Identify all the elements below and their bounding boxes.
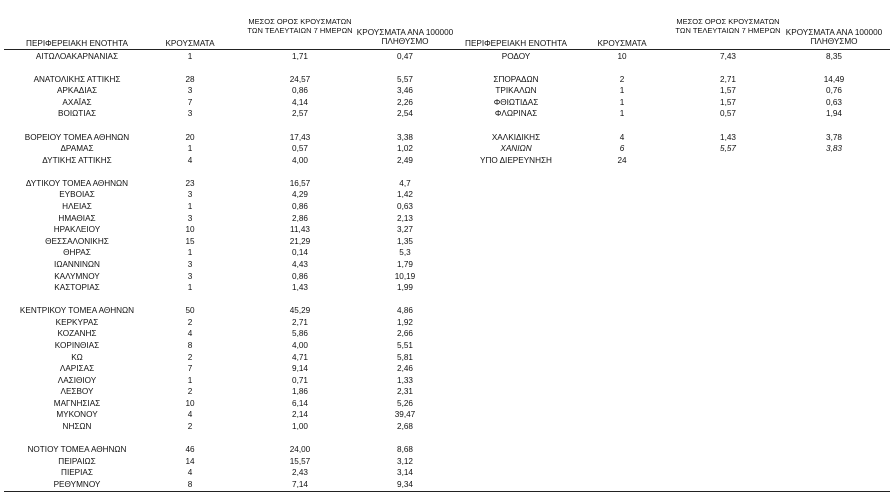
region-cell: ΔΥΤΙΚΟΥ ΤΟΜΕΑ ΑΘΗΝΩΝ — [25, 178, 129, 188]
cases-cell: 8 — [187, 479, 193, 489]
per100k-cell: 1,35 — [397, 236, 413, 246]
header-per100k-right: ΚΡΟΥΣΜΑΤΑ ΑΝΑ 100000 ΠΛΗΘΥΣΜΟ — [785, 28, 883, 46]
per100k-cell: 8,35 — [826, 51, 842, 61]
cases-cell: 3 — [187, 86, 193, 96]
region-cell: ΦΛΩΡΙΝΑΣ — [494, 109, 538, 119]
avg7-cell: 4,29 — [292, 190, 308, 200]
per100k-cell: 2,31 — [397, 387, 413, 397]
per100k-cell: 5,3 — [399, 248, 411, 258]
cases-cell: 1 — [187, 248, 193, 258]
avg7-cell: 2,71 — [292, 317, 308, 327]
avg7-cell: 2,14 — [292, 410, 308, 420]
per100k-cell: 1,02 — [397, 144, 413, 154]
per100k-cell: 3,78 — [826, 132, 842, 142]
cases-cell: 1 — [187, 283, 193, 293]
avg7-cell: 4,43 — [292, 259, 308, 269]
avg7-cell: 5,57 — [720, 144, 736, 154]
per100k-cell: 3,46 — [397, 86, 413, 96]
region-cell: ΝΗΣΩΝ — [62, 422, 92, 432]
avg7-cell: 1,71 — [292, 51, 308, 61]
per100k-cell: 1,94 — [826, 109, 842, 119]
region-cell: ΕΥΒΟΙΑΣ — [59, 190, 95, 200]
header-per100k-left: ΚΡΟΥΣΜΑΤΑ ΑΝΑ 100000 ΠΛΗΘΥΣΜΟ — [356, 28, 454, 46]
per100k-cell: 3,14 — [397, 468, 413, 478]
avg7-cell: 4,71 — [292, 352, 308, 362]
cases-cell: 1 — [187, 51, 193, 61]
avg7-cell: 17,43 — [289, 132, 311, 142]
region-cell: ΚΕΝΤΡΙΚΟΥ ΤΟΜΕΑ ΑΘΗΝΩΝ — [19, 306, 135, 316]
per100k-cell: 0,47 — [397, 51, 413, 61]
per100k-cell: 2,68 — [397, 422, 413, 432]
avg7-cell: 7,43 — [720, 51, 736, 61]
cases-cell: 1 — [187, 144, 193, 154]
cases-cell: 3 — [187, 259, 193, 269]
cases-cell: 15 — [185, 236, 195, 246]
per100k-cell: 3,83 — [826, 144, 842, 154]
per100k-cell: 5,81 — [397, 352, 413, 362]
region-cell: ΑΡΚΑΔΙΑΣ — [56, 86, 98, 96]
region-cell: ΧΑΝΙΩΝ — [500, 144, 532, 154]
per100k-cell: 1,33 — [397, 375, 413, 385]
cases-cell: 14 — [185, 456, 195, 466]
region-cell: ΚΕΡΚΥΡΑΣ — [55, 317, 99, 327]
region-cell: ΛΑΣΙΘΙΟΥ — [57, 375, 97, 385]
region-cell: ΑΧΑΪΑΣ — [62, 97, 92, 107]
cases-cell: 1 — [619, 109, 625, 119]
per100k-cell: 4,7 — [399, 178, 411, 188]
avg7-cell: 0,57 — [720, 109, 736, 119]
per100k-cell: 3,27 — [397, 225, 413, 235]
avg7-cell: 4,00 — [292, 341, 308, 350]
per100k-cell: 39,47 — [394, 410, 416, 420]
cases-cell: 10 — [185, 398, 195, 408]
region-cell: ΘΕΣΣΑΛΟΝΙΚΗΣ — [45, 236, 109, 246]
region-cell: ΦΘΙΩΤΙΔΑΣ — [493, 97, 539, 107]
cases-cell: 46 — [185, 445, 195, 455]
region-cell: ΣΠΟΡΑΔΩΝ — [493, 74, 539, 84]
region-cell: ΜΑΓΝΗΣΙΑΣ — [53, 398, 101, 408]
per100k-cell: 10,19 — [394, 271, 416, 281]
cases-cell: 1 — [187, 202, 193, 212]
per100k-cell: 2,13 — [397, 213, 413, 223]
avg7-cell: 2,43 — [292, 468, 308, 478]
cases-cell: 4 — [619, 132, 625, 142]
cases-cell: 4 — [187, 155, 193, 165]
avg7-cell: 0,86 — [292, 271, 308, 281]
cases-cell: 8 — [187, 341, 193, 350]
region-cell: ΛΑΡΙΣΑΣ — [59, 364, 95, 374]
per100k-cell: 0,63 — [397, 202, 413, 212]
cases-cell: 3 — [187, 213, 193, 223]
region-cell: ΡΕΘΥΜΝΟΥ — [53, 479, 101, 489]
region-cell: ΝΟΤΙΟΥ ΤΟΜΕΑ ΑΘΗΝΩΝ — [27, 445, 127, 455]
cases-cell: 4 — [187, 410, 193, 420]
avg7-cell: 0,14 — [292, 248, 308, 258]
region-cell: ΜΥΚΟΝΟΥ — [56, 410, 98, 420]
region-cell: ΗΜΑΘΙΑΣ — [58, 213, 96, 223]
cases-cell: 3 — [187, 109, 193, 119]
cases-cell: 2 — [187, 352, 193, 362]
region-cell: ΚΩ — [71, 352, 83, 362]
per100k-cell: 5,26 — [397, 398, 413, 408]
per100k-cell: 5,57 — [397, 74, 413, 84]
per100k-cell: 5,51 — [397, 341, 413, 350]
region-cell: ΘΗΡΑΣ — [63, 248, 91, 258]
region-cell: ΚΑΣΤΟΡΙΑΣ — [54, 283, 100, 293]
avg7-cell: 1,00 — [292, 422, 308, 432]
per100k-cell: 8,68 — [397, 445, 413, 455]
cases-cell: 1 — [187, 375, 193, 385]
per100k-cell: 3,12 — [397, 456, 413, 466]
avg7-cell: 0,71 — [292, 375, 308, 385]
avg7-cell: 16,57 — [289, 178, 311, 188]
bottom-rule — [4, 491, 890, 492]
avg7-cell: 2,57 — [292, 109, 308, 119]
cases-cell: 2 — [187, 387, 193, 397]
region-cell: ΗΡΑΚΛΕΙΟΥ — [53, 225, 101, 235]
avg7-cell: 1,57 — [720, 97, 736, 107]
region-cell: ΑΙΤΩΛΟΑΚΑΡΝΑΝΙΑΣ — [35, 51, 119, 61]
region-cell: ΚΑΛΥΜΝΟΥ — [54, 271, 100, 281]
cases-cell: 24 — [617, 155, 627, 165]
per100k-cell: 2,66 — [397, 329, 413, 339]
cases-cell: 2 — [187, 317, 193, 327]
region-cell: ΚΟΡΙΝΘΙΑΣ — [54, 341, 100, 350]
region-cell: ΛΕΣΒΟΥ — [60, 387, 94, 397]
region-cell: ΒΟΙΩΤΙΑΣ — [57, 109, 97, 119]
region-cell: ΥΠΟ ΔΙΕΡΕΥΝΗΣΗ — [480, 155, 552, 165]
region-cell: ΠΙΕΡΙΑΣ — [61, 468, 93, 478]
cases-cell: 7 — [187, 97, 193, 107]
per100k-cell: 0,63 — [826, 97, 842, 107]
per100k-cell: 1,79 — [397, 259, 413, 269]
avg7-cell: 24,57 — [289, 74, 311, 84]
header-cases-left: ΚΡΟΥΣΜΑΤΑ — [165, 39, 215, 48]
region-cell: ΤΡΙΚΑΛΩΝ — [495, 86, 537, 96]
avg7-cell: 1,43 — [720, 132, 736, 142]
header-cases-right: ΚΡΟΥΣΜΑΤΑ — [597, 39, 647, 48]
region-cell: ΚΟΖΑΝΗΣ — [57, 329, 97, 339]
cases-cell: 3 — [187, 271, 193, 281]
cases-cell: 7 — [187, 364, 193, 374]
avg7-cell: 1,57 — [720, 86, 736, 96]
cases-cell: 3 — [187, 190, 193, 200]
per100k-cell: 1,42 — [397, 190, 413, 200]
per100k-cell: 9,34 — [397, 479, 413, 489]
cases-cell: 6 — [619, 144, 625, 154]
avg7-cell: 1,43 — [292, 283, 308, 293]
avg7-cell: 15,57 — [289, 456, 311, 466]
region-cell: ΒΟΡΕΙΟΥ ΤΟΜΕΑ ΑΘΗΝΩΝ — [24, 132, 130, 142]
avg7-cell: 0,57 — [292, 144, 308, 154]
cases-cell: 10 — [185, 225, 195, 235]
cases-cell: 28 — [185, 74, 195, 84]
avg7-cell: 0,86 — [292, 86, 308, 96]
header-region-right: ΠΕΡΙΦΕΡΕΙΑΚΗ ΕΝΟΤΗΤΑ — [465, 39, 567, 48]
region-cell: ΔΥΤΙΚΗΣ ΑΤΤΙΚΗΣ — [42, 155, 112, 165]
per100k-cell: 2,26 — [397, 97, 413, 107]
avg7-cell: 0,86 — [292, 202, 308, 212]
region-cell: ΔΡΑΜΑΣ — [60, 144, 94, 154]
cases-cell: 50 — [185, 306, 195, 316]
avg7-cell: 1,86 — [292, 387, 308, 397]
avg7-cell: 2,86 — [292, 213, 308, 223]
avg7-cell: 11,43 — [290, 225, 310, 235]
avg7-cell: 4,00 — [292, 155, 308, 165]
per100k-cell: 14,49 — [823, 74, 845, 84]
per100k-cell: 3,38 — [397, 132, 413, 142]
region-cell: ΙΩΑΝΝΙΝΩΝ — [54, 259, 100, 269]
avg7-cell: 4,14 — [292, 97, 308, 107]
region-cell: ΗΛΕΙΑΣ — [62, 202, 92, 212]
avg7-cell: 2,71 — [720, 74, 736, 84]
region-cell: ΑΝΑΤΟΛΙΚΗΣ ΑΤΤΙΚΗΣ — [33, 74, 121, 84]
header-avg7-right: ΜΕΣΟΣ ΟΡΟΣ ΚΡΟΥΣΜΑΤΩΝ ΤΩΝ ΤΕΛΕΥΤΑΙΩΝ 7 ΗΜΕΡΩΝ — [675, 17, 781, 35]
avg7-cell: 9,14 — [292, 364, 308, 374]
avg7-cell: 5,86 — [292, 329, 308, 339]
cases-cell: 20 — [185, 132, 195, 142]
region-cell: ΡΟΔΟΥ — [501, 51, 531, 61]
per100k-cell: 2,54 — [397, 109, 413, 119]
per100k-cell: 1,99 — [397, 283, 413, 293]
avg7-cell: 6,14 — [292, 398, 308, 408]
cases-cell: 4 — [187, 329, 193, 339]
cases-cell: 1 — [619, 97, 625, 107]
avg7-cell: 45,29 — [289, 306, 311, 316]
per100k-cell: 0,76 — [826, 86, 842, 96]
region-cell: ΧΑΛΚΙΔΙΚΗΣ — [491, 132, 541, 142]
avg7-cell: 21,29 — [289, 236, 311, 246]
cases-cell: 2 — [619, 74, 625, 84]
per100k-cell: 2,46 — [397, 364, 413, 374]
per100k-cell: 1,92 — [397, 317, 413, 327]
header-region-left: ΠΕΡΙΦΕΡΕΙΑΚΗ ΕΝΟΤΗΤΑ — [26, 39, 128, 48]
header-avg7-left: ΜΕΣΟΣ ΟΡΟΣ ΚΡΟΥΣΜΑΤΩΝ ΤΩΝ ΤΕΛΕΥΤΑΙΩΝ 7 ΗΜΕΡΩΝ — [247, 17, 353, 35]
avg7-cell: 7,14 — [292, 479, 308, 489]
per100k-cell: 4,86 — [397, 306, 413, 316]
cases-cell: 2 — [187, 422, 193, 432]
avg7-cell: 24,00 — [289, 445, 311, 455]
region-cell: ΠΕΙΡΑΙΩΣ — [58, 456, 96, 466]
cases-cell: 10 — [617, 51, 627, 61]
cases-cell: 4 — [187, 468, 193, 478]
cases-cell: 1 — [619, 86, 625, 96]
per100k-cell: 2,49 — [397, 155, 413, 165]
cases-cell: 23 — [185, 178, 195, 188]
